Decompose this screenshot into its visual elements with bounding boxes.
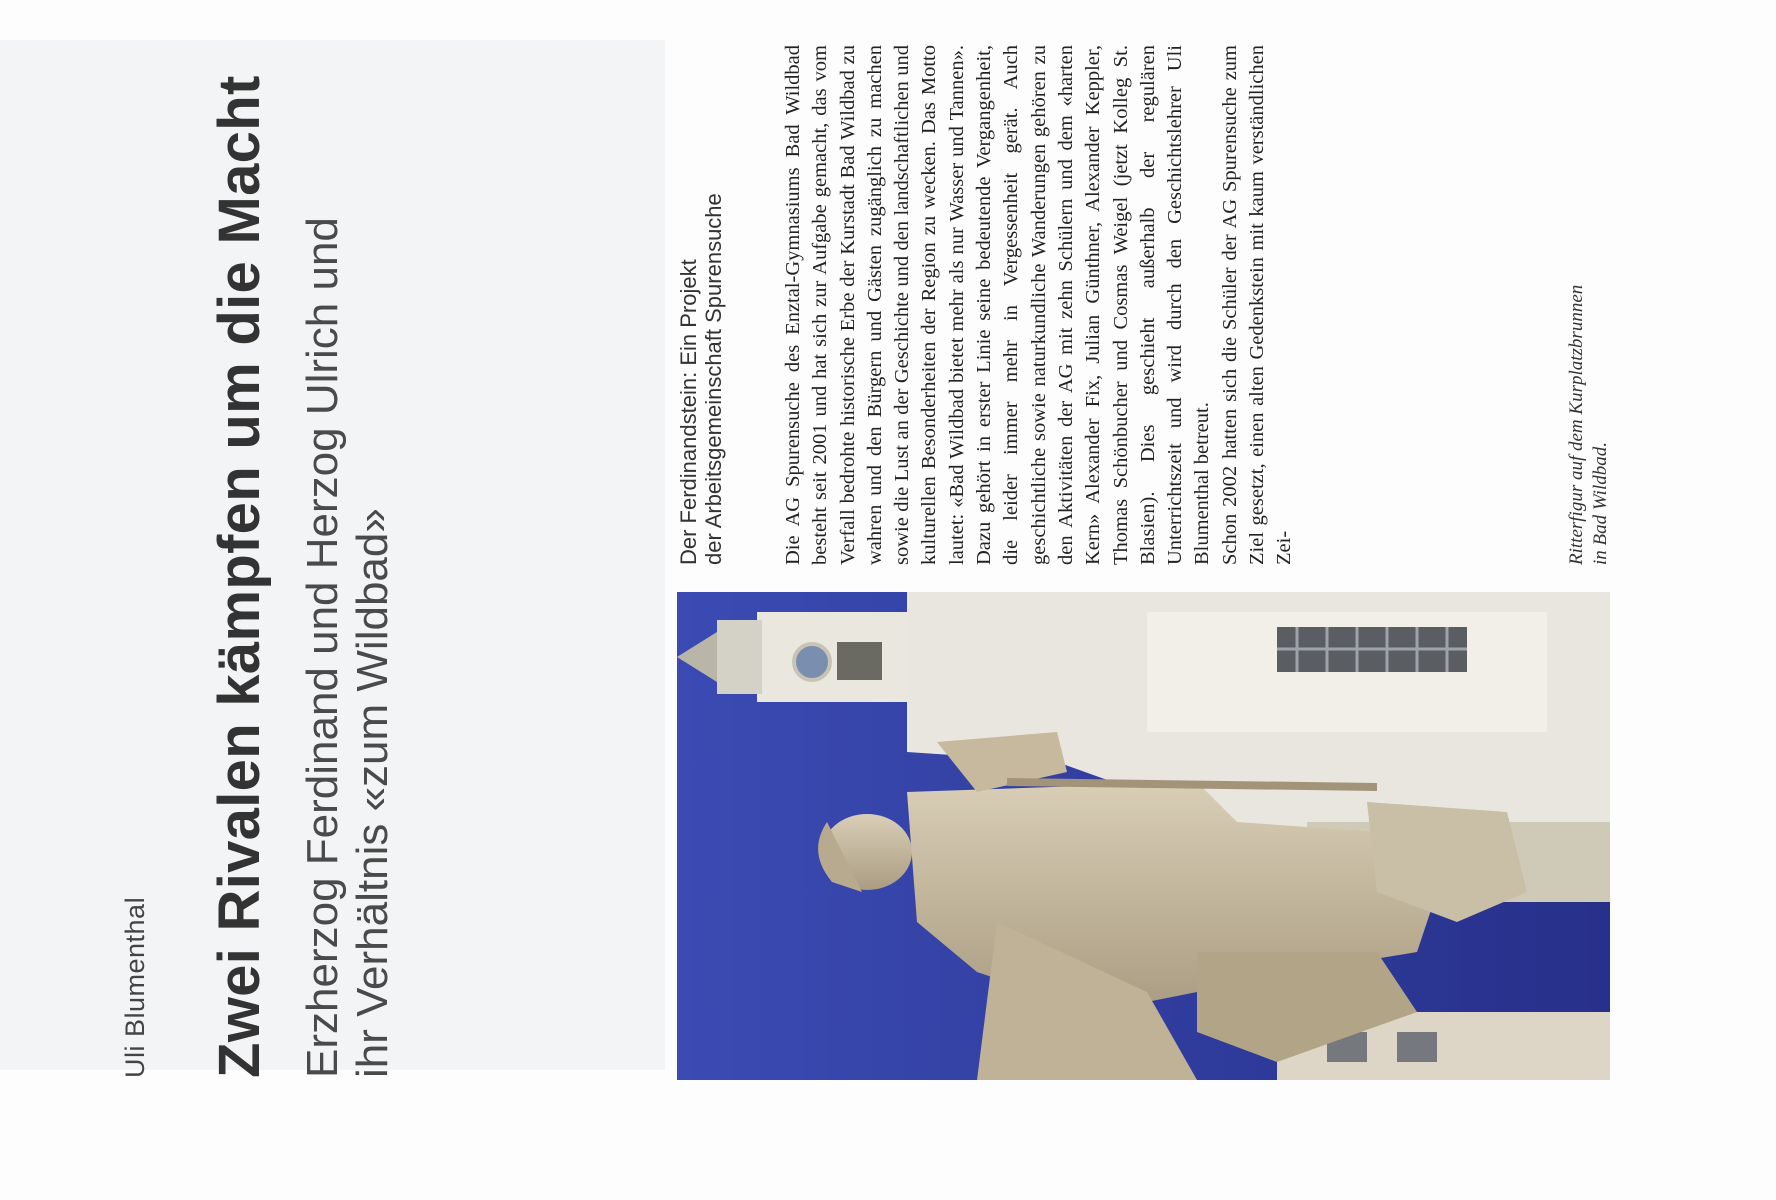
photo-illustration [677,592,1610,1080]
intro-line-1: Der Ferdinandstein: Ein Projekt [676,259,701,565]
author-name: Uli Blumenthal [120,896,150,1078]
article-title: Zwei Rivalen kämpfen um die Macht [207,75,272,1078]
photo-caption [1565,45,1613,565]
intro-line-2: der Arbeitsgemeinschaft Spurensuche [701,193,726,565]
caption-line-2: in Bad Wildbad. [1590,442,1611,565]
subtitle-line-1: Erzherzog Ferdinand und Herzog Ulrich und [298,217,347,1078]
subtitle-line-2: ihr Verhältnis «zum Wildbad» [348,508,397,1078]
article-subtitle [298,198,398,1078]
knight-statue-photo [677,592,1610,1080]
intro-heading [676,45,726,565]
body-text-column [780,45,1299,565]
caption-line-1: Ritterfigur auf dem Kurplatzbrunnen [1566,284,1587,565]
body-paragraph-1: Die AG Spurensuche des Enztal-Gymnasiums Bad Wildbad besteht seit 2001 und hat sich zur Aufgabe gemacht, das vom Verfall bedrohte historische Erbe der Kurstadt Bad Wildbad zu wahren und den Bürgern und Gästen zugänglich zu machen sowie die Lust an der Geschichte und den landschaftlichen und kulturellen Besonderheiten der Region zu wecken. Das Motto lautet: «Bad Wildbad bietet mehr als nur Wasser und Tannen». Dazu gehört in erster Linie seine bedeutende Vergangenheit, die leider immer mehr in Vergessenheit gerät. Auch geschichtliche sowie naturkundliche Wanderungen gehören zu den Aktivitäten der AG mit zehn Schülern und dem «harten Kern» Alexander Fix, Julian Günthner, Alexander Keppler, Thomas Schönbucher und Cosmas Weigel (jetzt Kolleg St. Blasien). Dies geschieht außerhalb der regulären Unterrichtszeit und wird durch den Geschichtslehrer Uli Blumenthal betreut. [782,45,1214,565]
body-paragraph-2: Schon 2002 hatten sich die Schüler der AG Spurensuche zum Ziel gesetzt, einen alten Gedenkstein mit kaum verständlichen Zei- [1218,45,1296,565]
